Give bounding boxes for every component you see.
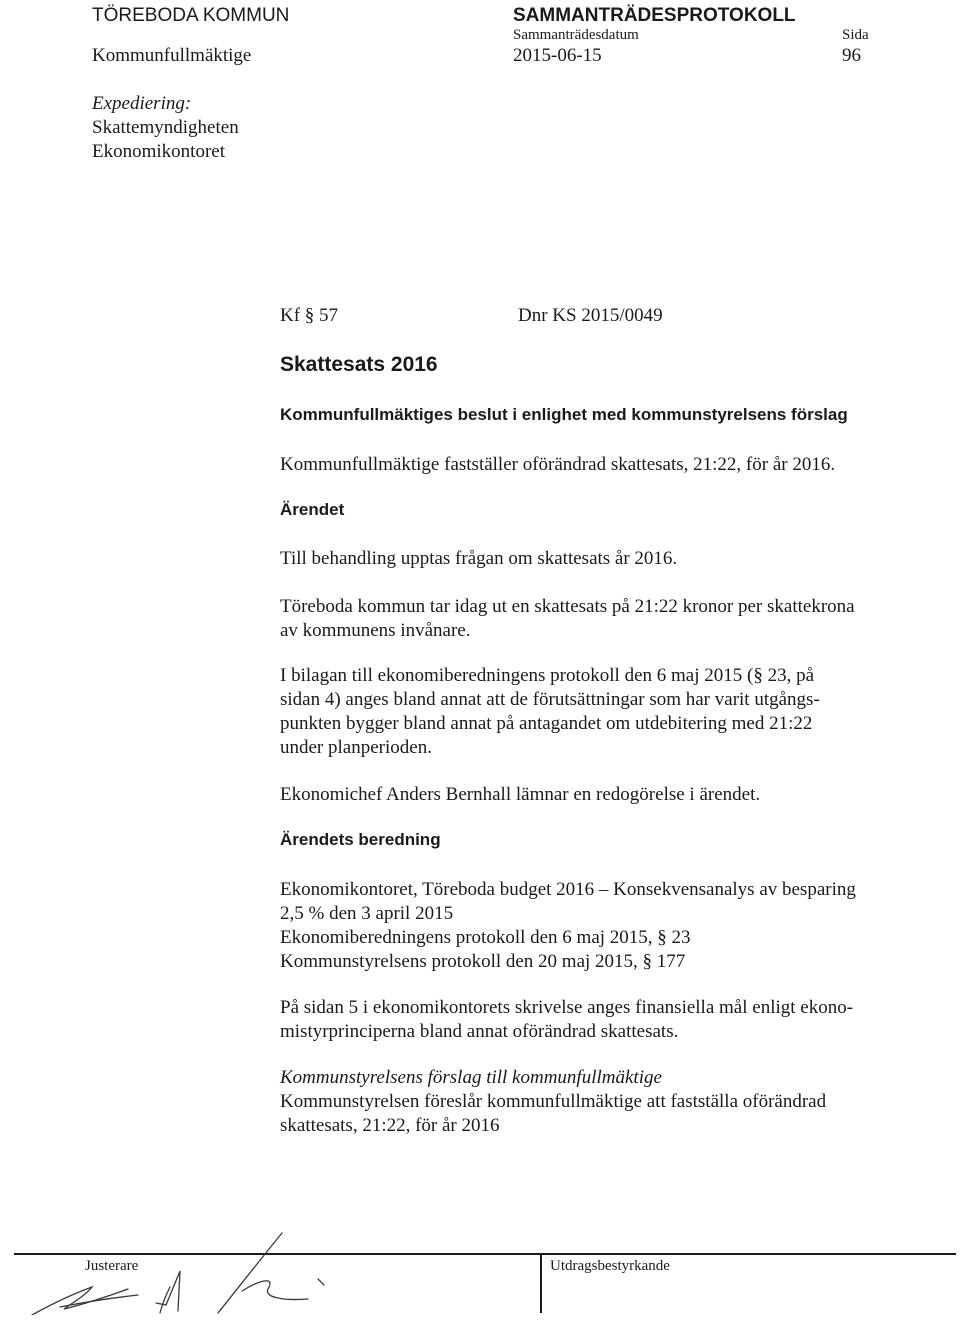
- text-line: sidan 4) anges bland annat att de förutsättningar som har varit utgångs-: [280, 689, 820, 710]
- document-line: Ekonomiberedningens protokoll den 6 maj 2015, § 23: [280, 927, 691, 948]
- beredning-heading: Ärendets beredning: [280, 830, 441, 849]
- decision-text: Kommunfullmäktige fastställer oförändrad skattesats, 21:22, för år 2016.: [280, 454, 836, 475]
- expediering-recipient: Ekonomikontoret: [92, 141, 225, 162]
- proposal-text: [280, 1090, 940, 1138]
- text-line: av kommunens invånare.: [280, 620, 471, 641]
- text-line: I bilagan till ekonomiberedningens protokoll den 6 maj 2015 (§ 23, på: [280, 665, 815, 686]
- date-label: Sammanträdesdatum: [513, 27, 639, 43]
- signature-2: [156, 1271, 180, 1313]
- footer-column-divider: [540, 1253, 542, 1313]
- utdragsbestyrkande-label: Utdragsbestyrkande: [550, 1258, 670, 1274]
- document-line: Ekonomikontoret, Töreboda budget 2016 – Konsekvensanalys av besparing: [280, 879, 856, 900]
- signature-1: [32, 1287, 138, 1315]
- text-line: skattesats, 21:22, för år 2016: [280, 1115, 500, 1136]
- document-line: Kommunstyrelsens protokoll den 20 maj 2015, § 177: [280, 951, 686, 972]
- signature-3: [218, 1233, 324, 1313]
- paragraph-number: Kf § 57: [280, 305, 339, 326]
- arendet-paragraph: [280, 595, 940, 643]
- arendet-paragraph: Ekonomichef Anders Bernhall lämnar en redogörelse i ärendet.: [280, 784, 761, 805]
- proposal-heading: Kommunstyrelsens förslag till kommunfullmäktige: [280, 1067, 662, 1088]
- doc-type: SAMMANTRÄDESPROTOKOLL: [513, 5, 796, 26]
- page-label: Sida: [842, 27, 869, 43]
- justerare-label: Justerare: [85, 1258, 139, 1274]
- body-name: Kommunfullmäktige: [92, 45, 252, 66]
- text-line: under planperioden.: [280, 737, 432, 758]
- diary-number: Dnr KS 2015/0049: [518, 305, 663, 326]
- text-line: Töreboda kommun tar idag ut en skattesats på 21:22 kronor per skattekrona: [280, 596, 855, 617]
- signatures: [20, 1225, 340, 1315]
- document-line: 2,5 % den 3 april 2015: [280, 903, 454, 924]
- beredning-documents: [280, 878, 940, 974]
- expediering-recipient: Skattemyndigheten: [92, 117, 239, 138]
- text-line: Kommunstyrelsen föreslår kommunfullmäktige att fastställa oförändrad: [280, 1091, 827, 1112]
- arendet-paragraph: Till behandling upptas frågan om skattesats år 2016.: [280, 548, 678, 569]
- org-name: TÖREBODA KOMMUN: [92, 5, 290, 26]
- page-number: 96: [842, 45, 861, 66]
- beredning-paragraph: [280, 996, 940, 1044]
- decision-heading: Kommunfullmäktiges beslut i enlighet med kommunstyrelsens förslag: [280, 405, 848, 424]
- arendet-heading: Ärendet: [280, 500, 345, 519]
- arendet-paragraph: [280, 664, 940, 760]
- case-title: Skattesats 2016: [280, 353, 438, 376]
- text-line: mistyrprinciperna bland annat oförändrad skattesats.: [280, 1021, 679, 1042]
- meeting-date: 2015-06-15: [513, 45, 602, 66]
- text-line: punkten bygger bland annat på antagandet om utdebitering med 21:22: [280, 713, 813, 734]
- text-line: På sidan 5 i ekonomikontorets skrivelse anges finansiella mål enligt ekono-: [280, 997, 854, 1018]
- expediering-label: Expediering:: [92, 93, 192, 114]
